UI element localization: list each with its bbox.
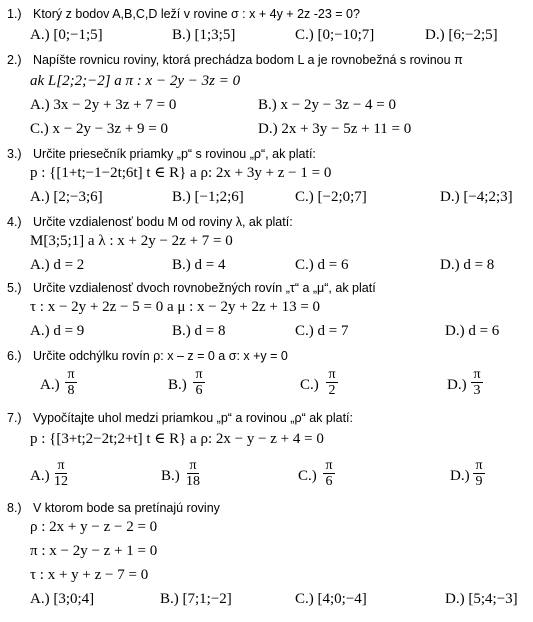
- q4-condition: M[3;5;1] a λ : x + 2y − 2z + 7 = 0: [30, 233, 233, 249]
- q1-option-a: A.) [0;−1;5]: [30, 27, 103, 43]
- q7-option-d-fraction: [472, 458, 486, 489]
- q6-text: Určite odchýlku rovín ρ: x – z = 0 a σ: x +y = 0: [33, 349, 288, 363]
- fraction-denominator: 3: [473, 383, 481, 398]
- q8-option-d: D.) [5;4;−3]: [445, 591, 518, 607]
- q4-text: Určite vzdialenosť bodu M od roviny λ, ak platí:: [33, 215, 293, 229]
- q7-option-a-fraction: [52, 458, 70, 489]
- q7-option-b-fraction: [184, 458, 202, 489]
- q5-option-b: B.) d = 8: [172, 323, 226, 339]
- fraction-numerator: π: [475, 458, 483, 473]
- q5-text: Určite vzdialenosť dvoch rovnobežných rovín „τ“ a „μ“, ak platí: [33, 281, 376, 295]
- fraction-denominator: 12: [54, 474, 68, 489]
- fraction-numerator: π: [325, 458, 333, 473]
- q6-option-c-label: C.): [300, 377, 319, 393]
- q7-option-c-label: C.): [298, 468, 317, 484]
- q4-number: 4.): [7, 215, 22, 229]
- q7-option-c-fraction: [322, 458, 336, 489]
- q5-number: 5.): [7, 281, 22, 295]
- fraction-numerator: π: [473, 367, 481, 382]
- fraction-numerator: π: [328, 367, 336, 382]
- q8-plane-pi: π : x − 2y − z + 1 = 0: [30, 543, 158, 559]
- q1-option-b: B.) [1;3;5]: [172, 27, 236, 43]
- q7-option-d-label: D.): [450, 468, 470, 484]
- q5-option-d: D.) d = 6: [445, 323, 500, 339]
- q6-number: 6.): [7, 349, 22, 363]
- q7-text: Vypočítajte uhol medzi priamkou „p“ a rovinou „ρ“ ak platí:: [33, 411, 353, 425]
- fraction-denominator: 8: [67, 383, 75, 398]
- q2-condition: ak L[2;2;−2] a π : x − 2y − 3z = 0: [30, 73, 241, 89]
- fraction-denominator: 18: [186, 474, 200, 489]
- q5-option-a: A.) d = 9: [30, 323, 85, 339]
- q2-text: Napíšte rovnicu roviny, ktorá prechádza bodom L a je rovnobežná s rovinou π: [33, 53, 463, 67]
- q3-option-d: D.) [−4;2;3]: [440, 189, 513, 205]
- q1-number: 1.): [7, 7, 22, 21]
- q4-option-b: B.) d = 4: [172, 257, 226, 273]
- q1-option-c: C.) [0;−10;7]: [295, 27, 375, 43]
- q6-option-d-fraction: [470, 367, 484, 398]
- q6-option-a-fraction: [64, 367, 78, 398]
- q7-option-a-label: A.): [30, 468, 50, 484]
- fraction-numerator: π: [189, 458, 197, 473]
- fraction-numerator: π: [195, 367, 203, 382]
- q7-option-b-label: B.): [161, 468, 180, 484]
- q2-number: 2.): [7, 53, 22, 67]
- q7-number: 7.): [7, 411, 22, 425]
- q1-option-d: D.) [6;−2;5]: [425, 27, 498, 43]
- q6-option-c-fraction: [325, 367, 339, 398]
- q6-option-b-fraction: [192, 367, 206, 398]
- q3-option-a: A.) [2;−3;6]: [30, 189, 103, 205]
- q3-option-c: C.) [−2;0;7]: [295, 189, 367, 205]
- fraction-denominator: 6: [325, 474, 333, 489]
- q2-option-c: C.) x − 2y − 3z + 9 = 0: [30, 121, 168, 137]
- q8-option-c: C.) [4;0;−4]: [295, 591, 367, 607]
- q7-condition: p : {[3+t;2−2t;2+t] t ∈ R} a ρ: 2x − y − z + 4 = 0: [30, 431, 324, 447]
- q5-condition: τ : x − 2y + 2z − 5 = 0 a μ : x − 2y + 2z + 13 = 0: [30, 299, 321, 315]
- q6-option-a-label: A.): [40, 377, 60, 393]
- fraction-denominator: 9: [475, 474, 483, 489]
- q6-option-b-label: B.): [168, 377, 187, 393]
- q4-option-d: D.) d = 8: [440, 257, 495, 273]
- q5-option-c: C.) d = 7: [295, 323, 349, 339]
- fraction-denominator: 6: [195, 383, 203, 398]
- q4-option-c: C.) d = 6: [295, 257, 349, 273]
- q8-text: V ktorom bode sa pretínajú roviny: [33, 501, 220, 515]
- fraction-denominator: 2: [328, 383, 336, 398]
- q1-text: Ktorý z bodov A,B,C,D leží v rovine σ : x + 4y + 2z -23 = 0?: [33, 7, 360, 21]
- q2-option-a: A.) 3x − 2y + 3z + 7 = 0: [30, 97, 177, 113]
- q8-plane-rho: ρ : 2x + y − z − 2 = 0: [30, 519, 158, 535]
- q4-option-a: A.) d = 2: [30, 257, 85, 273]
- q8-option-b: B.) [7;1;−2]: [160, 591, 232, 607]
- q2-option-d: D.) 2x + 3y − 5z + 11 = 0: [258, 121, 412, 137]
- q6-option-d-label: D.): [447, 377, 467, 393]
- q3-condition: p : {[1+t;−1−2t;6t] t ∈ R} a ρ: 2x + 3y + z − 1 = 0: [30, 165, 332, 181]
- q2-option-b: B.) x − 2y − 3z − 4 = 0: [258, 97, 396, 113]
- q3-text: Určite priesečník priamky „p“ s rovinou „ρ“, ak platí:: [33, 147, 316, 161]
- q8-plane-tau: τ : x + y + z − 7 = 0: [30, 567, 149, 583]
- q8-number: 8.): [7, 501, 22, 515]
- q3-number: 3.): [7, 147, 22, 161]
- q8-option-a: A.) [3;0;4]: [30, 591, 95, 607]
- q3-option-b: B.) [−1;2;6]: [172, 189, 244, 205]
- fraction-numerator: π: [67, 367, 75, 382]
- fraction-numerator: π: [57, 458, 65, 473]
